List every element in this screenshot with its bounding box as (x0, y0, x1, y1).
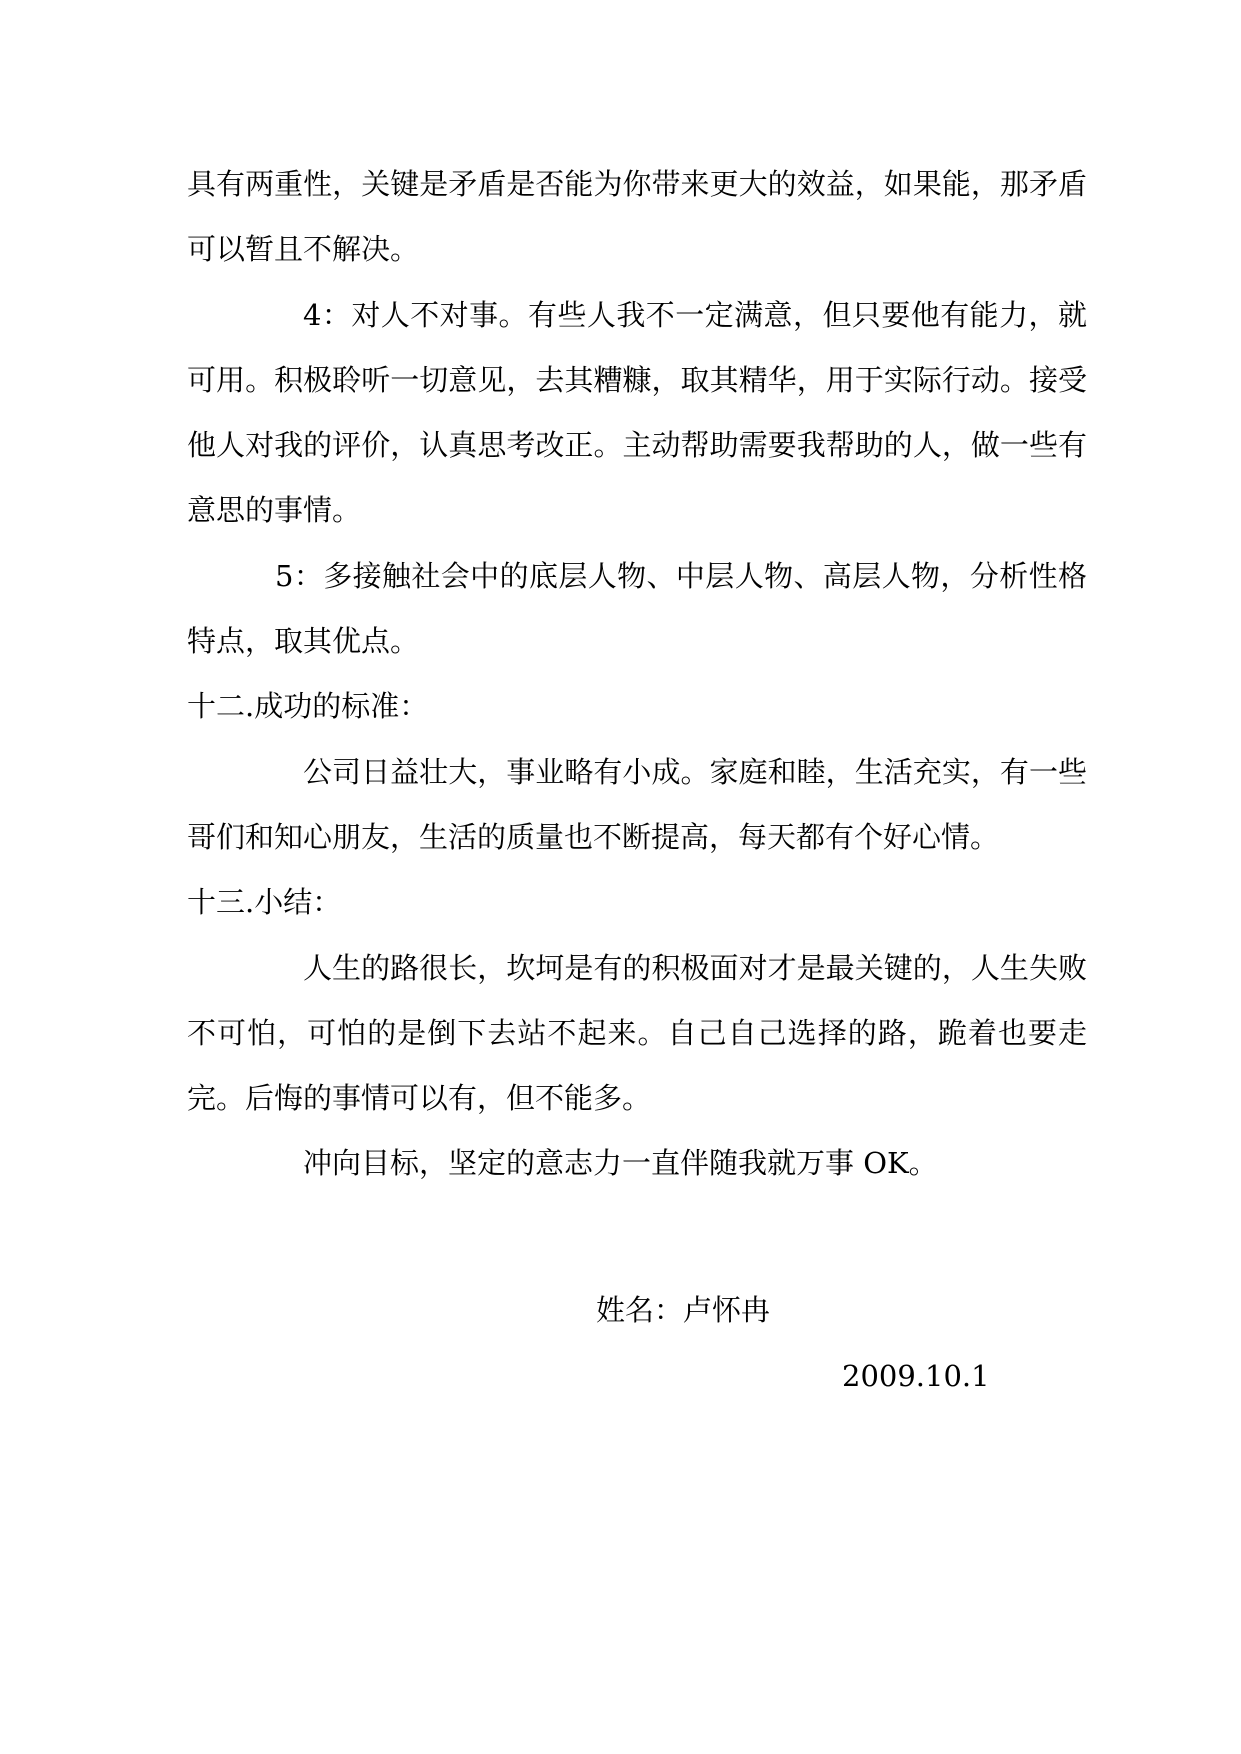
paragraph-item-4: 4：对人不对事。有些人我不一定满意，但只要他有能力，就可用。积极聆听一切意见，去其糟糠，取其精华，用于实际行动。接受他人对我的评价，认真思考改正。主动帮助需要我帮助的人，做一些有意思的事情。 (187, 297, 1087, 528)
paragraph-success-standard: 公司日益壮大，事业略有小成。家庭和睦，生活充实，有一些哥们和知心朋友，生活的质量也不断提高，每天都有个好心情。 (187, 754, 1087, 854)
signature-date: 2009.10.1 (842, 1359, 990, 1393)
paragraph-summary: 人生的路很长，坎坷是有的积极面对才是最关键的，人生失败不可怕，可怕的是倒下去站不起来。自己自己选择的路，跪着也要走完。后悔的事情可以有，但不能多。 (187, 950, 1087, 1116)
signature-name: 姓名：卢怀冉 (596, 1293, 771, 1327)
paragraph-closing: 冲向目标，坚定的意志力一直伴随我就万事 OK。 (303, 1146, 938, 1181)
section-heading-success-standard: 十二.成功的标准： (187, 689, 429, 724)
paragraph-continuation: 具有两重性，关键是矛盾是否能为你带来更大的效益，如果能，那矛盾可以暂且不解决。 (187, 167, 1087, 267)
document-body (187, 152, 1087, 1197)
paragraph-item-5: 5：多接触社会中的底层人物、中层人物、高层人物，分析性格特点，取其优点。 (187, 558, 1087, 659)
section-heading-summary: 十三.小结： (187, 885, 342, 920)
